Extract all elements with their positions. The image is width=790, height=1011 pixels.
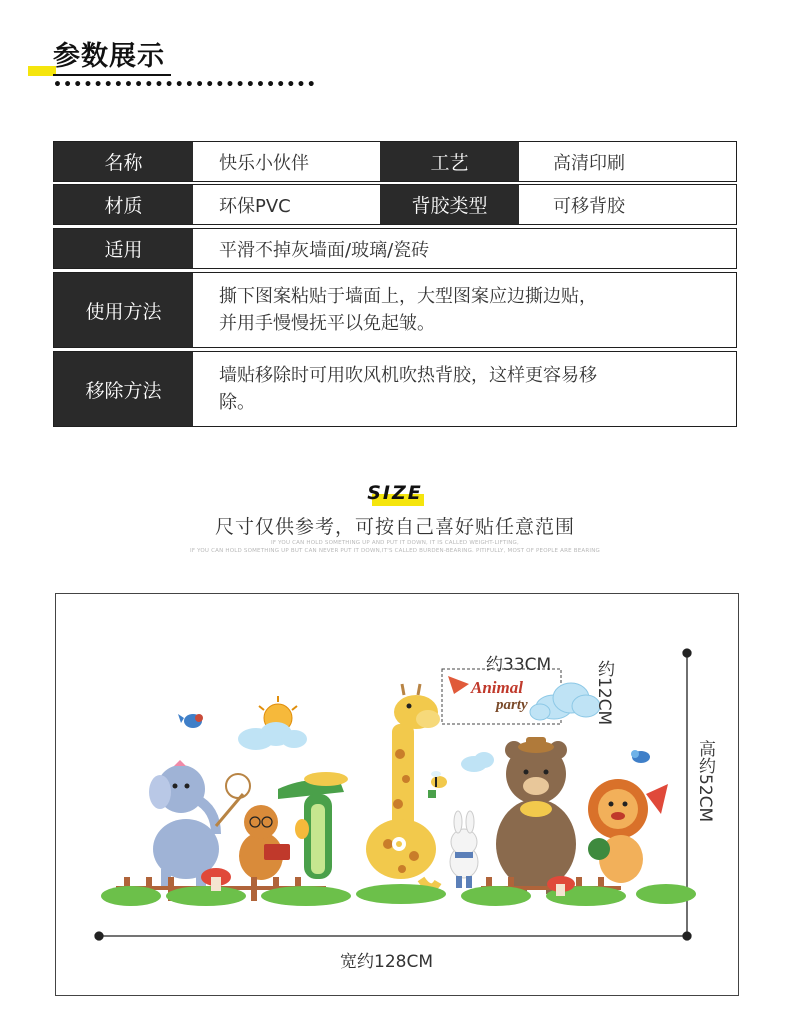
bear bbox=[496, 737, 576, 894]
size-tiny-line-2: IF YOU CAN HOLD SOMETHING UP BUT CAN NEVER PUT IT DOWN,IT'S CALLED BURDEN-BEARING. PITIFULLY, MOST OF PEOPLE ARE BEARING bbox=[190, 548, 600, 554]
spec-value-material: 环保PVC bbox=[219, 195, 291, 217]
spec-label-name: 名称 bbox=[54, 142, 193, 181]
spec-row-apply bbox=[53, 228, 737, 269]
bird-right bbox=[631, 750, 650, 763]
spec-value-removal: 墙贴移除时可用吹风机吹热背胶，这样更容易移除。 bbox=[219, 365, 597, 413]
spec-row-usage bbox=[53, 272, 737, 348]
spec-row-name-craft bbox=[53, 141, 737, 182]
size-subtitle: 尺寸仅供参考，可按自己喜好贴任意范围 bbox=[214, 516, 575, 538]
spec-row-material-backing bbox=[53, 184, 737, 225]
small-cloud bbox=[461, 752, 494, 772]
spec-label-usage: 使用方法 bbox=[54, 273, 193, 347]
size-tiny-line-1: IF YOU CAN HOLD SOMETHING UP AND PUT IT DOWN, IT IS CALLED WEIGHT-LIFTING, bbox=[271, 540, 519, 546]
spec-label-apply: 适用 bbox=[54, 229, 193, 268]
dog bbox=[239, 805, 290, 880]
spec-value-apply: 平滑不掉灰墙面/玻璃/瓷砖 bbox=[219, 239, 430, 261]
spec-value-name: 快乐小伙伴 bbox=[219, 152, 309, 174]
crocodile bbox=[278, 772, 348, 879]
logo-cloud bbox=[530, 683, 600, 720]
spec-value-backing: 可移背胶 bbox=[553, 195, 625, 217]
illustration-frame bbox=[55, 593, 739, 996]
logo-text-1: Animal bbox=[471, 678, 523, 697]
lion bbox=[588, 779, 668, 883]
size-title: SIZE bbox=[367, 482, 423, 504]
kite-shape bbox=[448, 676, 469, 694]
elephant bbox=[149, 760, 250, 887]
header-accent-bar bbox=[28, 66, 56, 76]
dotted-divider: •••••••••••••••••••••••••• bbox=[53, 77, 317, 93]
spec-label-removal: 移除方法 bbox=[54, 352, 193, 426]
spec-label-backing: 背胶类型 bbox=[380, 185, 519, 224]
spec-value-usage: 撕下图案粘贴于墙面上，大型图案应边撕边贴，并用手慢慢抚平以免起皱。 bbox=[219, 286, 597, 334]
spec-label-material: 材质 bbox=[54, 185, 193, 224]
spec-value-craft: 高清印刷 bbox=[553, 152, 625, 174]
spec-label-craft: 工艺 bbox=[380, 142, 519, 181]
sun-cloud bbox=[238, 696, 307, 750]
width-label: 宽约128CM bbox=[340, 952, 433, 972]
logo-text-2: party bbox=[496, 697, 528, 713]
title-underline bbox=[53, 74, 171, 76]
spec-row-removal bbox=[53, 351, 737, 427]
bird-left bbox=[178, 714, 203, 728]
giraffe bbox=[366, 684, 440, 887]
height-label: 高约52CM bbox=[695, 740, 715, 823]
logo-width-label: 约33CM bbox=[486, 655, 552, 675]
wall-sticker-illustration bbox=[56, 594, 739, 996]
logo-height-label: 约12CM bbox=[594, 660, 614, 726]
section-title: 参数展示 bbox=[53, 41, 165, 72]
rabbit bbox=[450, 811, 478, 888]
bee bbox=[428, 771, 447, 798]
